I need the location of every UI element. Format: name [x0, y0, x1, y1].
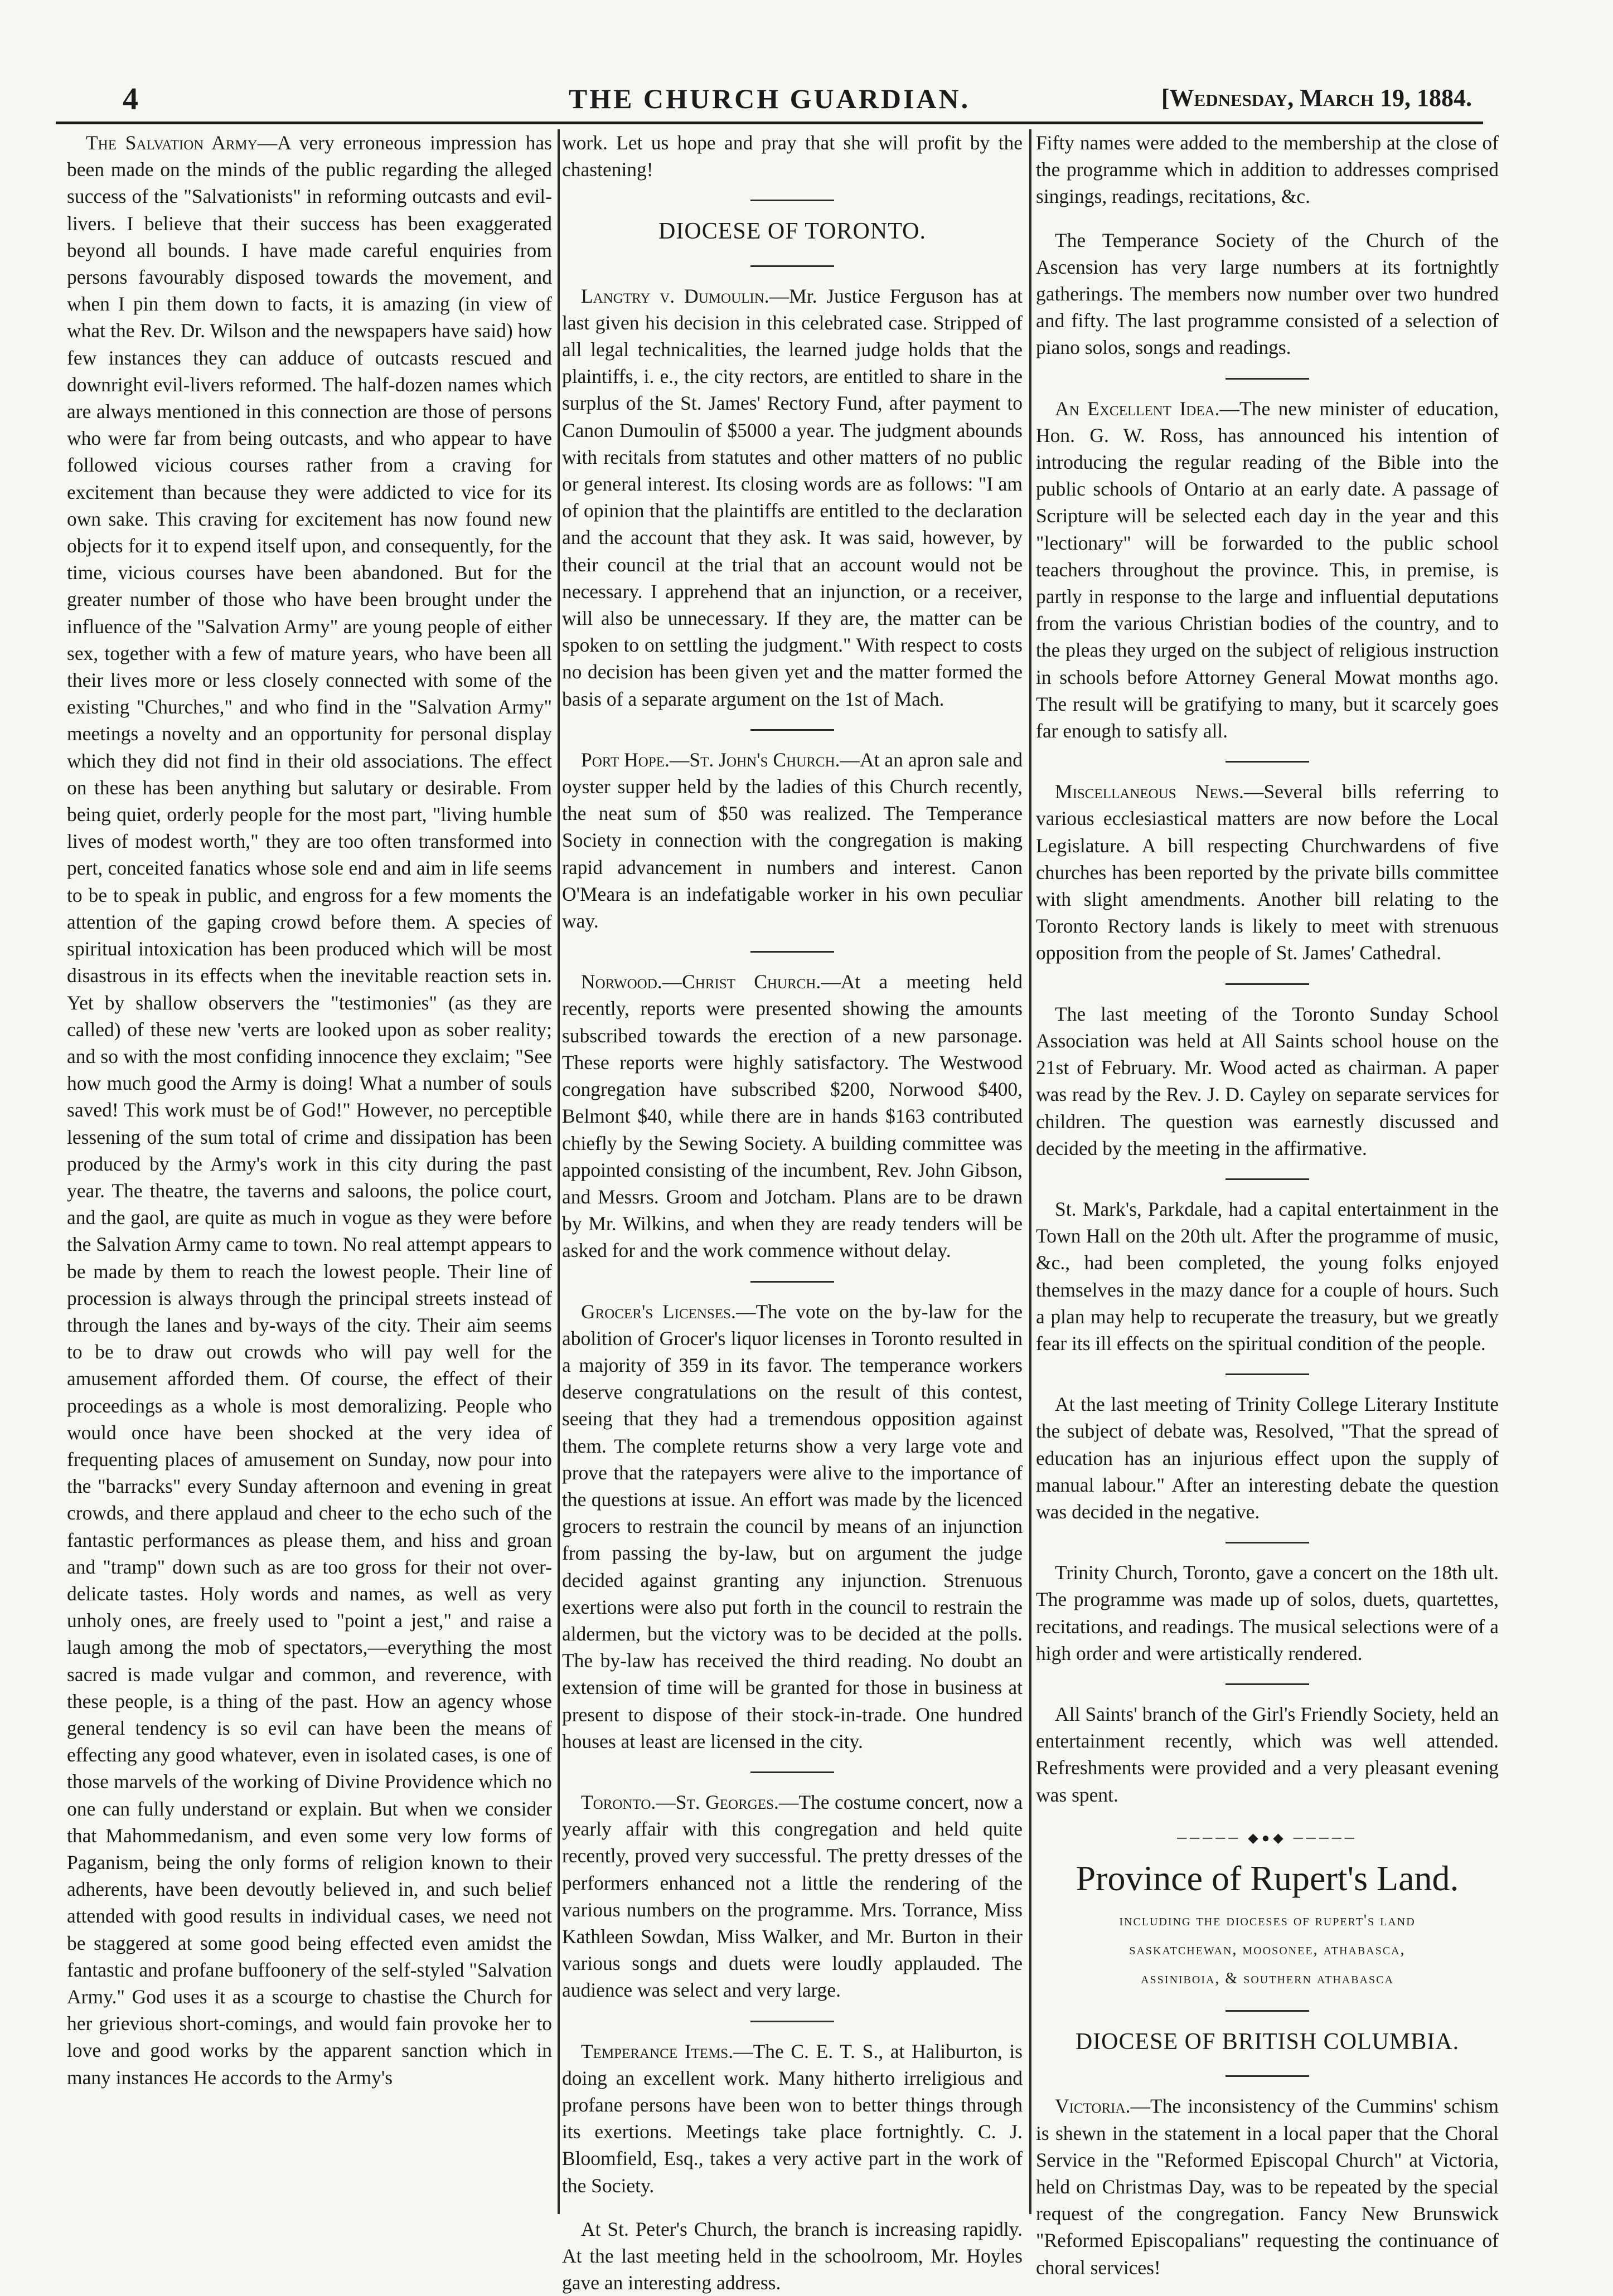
ornament-divider: ───── ◆●◆ ───── — [1177, 1831, 1358, 1846]
article-langtry — [562, 283, 1023, 712]
article-body: —At an apron sale and oyster supper held by the ladies of this Church recently, the neat sum of $50 was realized. The Temperance Society in connection with the congregation is making rapid advancement in numbers and interest. Canon O'Meara is an indefatigable worker in his own peculiar way. — [562, 748, 1023, 933]
subheading-line: assiniboia, & southern athabasca — [1141, 1970, 1394, 1988]
article-st-georges — [562, 1789, 1023, 2004]
article-sunday-school: The last meeting of the Toronto Sunday School Association was held at All Saints school house on the 21st of February. Mr. Wood acted as chairman. A paper was read by the Rev. J. D. Cayley on separate services for children. The question was earnestly discussed and decided by the meeting in the affirmative. — [1036, 1002, 1499, 1159]
article-body: —The inconsistency of the Cummins' schism is shewn in the statement in a local paper that the Choral Service in the "Reformed Episcopal Church" at Victoria, held on Christmas Day, was to be repeated by the special request of the congregation. Fancy New Brunswick "Reformed Episcopalians" requesting the continuance of choral services! — [1036, 2095, 1499, 2279]
article-continuation: work. Let us hope and pray that she will profit by the chastening! — [562, 132, 1023, 181]
column-2 — [562, 129, 1023, 2294]
section-rule — [750, 200, 834, 201]
article-title: Temperance Items. — [581, 2040, 734, 2062]
article-temperance-items — [562, 2038, 1023, 2199]
article-rule — [1226, 1683, 1309, 1685]
article-body: —The costume concert, now a yearly affair with this congregation and held quite recently, proved very successful. The pretty dresses of the performers enhanced not a little the rendering of the various numbers on the programme. Mrs. Torrance, Miss Kathleen Sowdan, Miss Walker, and Mr. Burton in their various songs and duets were loudly applauded. The audience was select and very large. — [562, 1790, 1023, 2002]
article-body: —The vote on the by-law for the abolition of Grocer's liquor licenses in Toronto resulted in a majority of 359 in its favor. The temperance workers deserve congratulations on the result of this contest, seeing that they had a tremendous opposition against them. The complete returns show a very large vote and prove that the ratepayers were alive to the importance of the questions at issue. An effort was made by the licenced grocers to restrain the council by means of an injunction from passing the by-law, but on argument the judge decided against granting any injunction. Strenuous exertions were also put forth in the council to restrain the aldermen, but the victory was to be decided at the polls. The by-law has received the third reading. No doubt an extension of time will be granted for those in business at present to dispose of their stock-in-trade. One hundred houses at least are licensed in the city. — [562, 1300, 1023, 1753]
article-title: An Excellent Idea. — [1055, 397, 1220, 420]
article-title: Miscellaneous News. — [1055, 780, 1244, 803]
article-rule — [1226, 1542, 1309, 1543]
article-trinity-church: Trinity Church, Toronto, gave a concert on the 18th ult. The programme was made up of solos, duets, quartettes, recitations, and readings. The musical selections were of a high order and were artistically rendered. — [1036, 1561, 1499, 1664]
column-divider — [558, 129, 560, 2214]
page-number: 4 — [123, 82, 138, 117]
province-heading: Province of Rupert's Land. — [1076, 1858, 1459, 1898]
article-rule — [1226, 983, 1309, 985]
section-rule — [750, 265, 834, 267]
article-title: The Salvation Army — [86, 132, 258, 154]
article-body: —At a meeting held recently, reports were presented showing the amounts subscribed towards the erection of a new parsonage. These reports were highly satisfactory. The Westwood congregation have subscribed $200, Norwood $400, Belmont $40, while there are in hands $163 contributed chiefly by the Sewing Society. A building committee was appointed consisting of the incumbent, Rev. John Gibson, and Messrs. Groom and Jotcham. Plans are to be drawn by Mr. Wilkins, and when they are ready tenders will be asked for and the work commence without delay. — [562, 970, 1023, 1262]
article-port-hope — [562, 746, 1023, 934]
column-divider — [1029, 129, 1031, 2214]
article-title: Grocer's Licenses. — [581, 1300, 736, 1323]
article-rule — [1226, 761, 1309, 763]
article-continuation: Fifty names were added to the membership at the close of the programme which in addition to addresses comprised singings, readings, recitations, &c. — [1036, 132, 1499, 208]
article-ascension: The Temperance Society of the Church of the Ascension has very large numbers at its fortnightly gatherings. The members now number over two hundred and fifty. The last programme consisted of a selection of piano solos, songs and readings. — [1036, 229, 1499, 359]
article-title: Norwood.—Christ Church. — [581, 970, 821, 993]
article-rule — [750, 1281, 834, 1283]
article-title: Victoria. — [1055, 2095, 1131, 2118]
article-rule — [1226, 378, 1309, 380]
article-st-peters: At St. Peter's Church, the branch is increasing rapidly. At the last meeting held in the schoolroom, Mr. Hoyles gave an interesting address. — [562, 2217, 1023, 2294]
section-heading: DIOCESE OF BRITISH COLUMBIA. — [1075, 2029, 1460, 2055]
page-header — [56, 78, 1483, 124]
column-3 — [1036, 129, 1499, 2279]
section-heading: DIOCESE OF TORONTO. — [658, 219, 926, 245]
column-1 — [67, 129, 552, 2214]
subheading-line: including the dioceses of rupert's land — [1119, 1912, 1416, 1930]
article-salvation-army — [67, 129, 552, 2091]
article-title: Port Hope.—St. John's Church. — [581, 748, 840, 771]
article-rule — [750, 951, 834, 953]
article-body: —The new minister of education, Hon. G. W. Ross, has announced his intention of introducing the regular reading of the Bible into the public schools of Ontario at an early date. A passage of Scripture will be selected each day in the year and this "lectionary" will be forwarded to the public school teachers throughout the province. This, in premise, is partly in response to the large and influential deputations from the various Christian bodies of the country, and to the pleas they urged on the subject of religious instruction in schools before Attorney General Mowat months ago. The result will be gratifying to many, but it scarcely goes far enough to satisfy all. — [1036, 397, 1499, 742]
article-norwood — [562, 968, 1023, 1264]
article-rule — [1226, 1178, 1309, 1180]
article-grocers-licenses — [562, 1298, 1023, 1755]
article-body: —A very erroneous impression has been made on the minds of the public regarding the alleged success of the "Salvationists" in reforming outcasts and evil-livers. I believe that their success has been exaggerated beyond all bounds. I have made careful enquiries from persons favourably disposed towards the movement, and when I pin them down to facts, it is amazing (in view of what the Rev. Dr. Wilson and the newspapers have said) how few instances they can adduce of outcasts rescued and downright evil-livers reformed. The half-dozen names which are always mentioned in this connection are those of persons who were far from being outcasts, and who appear to have followed vicious courses rather from a craving for excitement than because they were addicted to vice for its own sake. This craving for excitement has now found new objects for it to expend itself upon, and consequently, for the time, vicious courses have been abandoned. But for the greater number of those who have been brought under the influence of the "Salvation Army" are young people of either sex, together with a few of mature years, who have been all their lives more or less closely connected with some of the existing "Churches," and who find in the "Salvation Army" meetings a novelty and an opportunity for personal display which they did not find in their old associations. The effect on these has been anything but salutary or desirable. From being quiet, orderly people for the most part, "living humble lives of modest worth," they are too often transformed into pert, conceited fanatics whose sole end and aim in life seems to be to speak in public, and engross for a few moments the attention of the gaping crowd before them. A species of spiritual intoxication has been produced which will be most disastrous in its effects when the inevitable reaction sets in. Yet by shallow observers the "testimonies" (as they are called) of these new 'verts are looked upon as sober reality; and so with the most confiding innocence they exclaim; "See how much good the Army is doing! What a number of souls saved! This work must be of God!" However, no perceptible lessening of the sum total of crime and dissipation has been produced by the Army's work in this city during the past year. The theatre, the taverns and saloons, the police court, and the gaol, are quite as much in vogue as they were before the Salvation Army came to town. No real attempt appears to be made by them to reach the lowest people. Their line of procession is always through the principal streets instead of through the lanes and by-ways of the city. Their aim seems to be to draw out crowds who will pay well for the amusement afforded them. Of course, the effect of their proceedings as a whole is most demoralizing. People who would once have been shocked at the very idea of frequenting places of amusement on Sunday, now pour into the "barracks" every Sunday afternoon and evening in great crowds, and there applaud and cheer to the echo such of the fantastic performances as please them, and hiss and groan and "tramp" down such as are too gross for their not over-delicate tastes. Holy words and names, as well as very unholy ones, are freely used to "point a jest," and raise a laugh among the mob of spectators,—everything the most sacred is made vulgar and common, and reverence, with these people, is a thing of the past. How an agency whose general tendency is so evil can have been the means of effecting any good whatever, even in isolated cases, is one of those marvels of the working of Divine Providence which no one can fully understand or explain. But when we consider that Mahommedanism, and even some very low forms of Paganism, being the only forms of religion known to their adherents, have been devoutly believed in, and such belief attended with good results in individual cases, we need not be staggered at some good being effected even amidst the fantastic and profane buffoonery of the self-styled "Salvation Army." God uses it as a scourge to chastise the Church for her grievious short-comings, and would fain provoke her to love and good works by the apparent sanction which in many instances He accords to the Army's — [67, 132, 552, 2089]
article-miscellaneous-news — [1036, 778, 1499, 966]
subheading-line: saskatchewan, moosonee, athabasca, — [1129, 1941, 1406, 1959]
article-title: Langtry v. Dumoulin. — [581, 284, 769, 307]
article-body: —The C. E. T. S., at Haliburton, is doing an excellent work. Many hitherto irreligious and profane persons have been won to better things through its exertions. Meetings take place fortnightly. C. J. Bloomfield, Esq., takes a very active part in the work of the Society. — [562, 2040, 1023, 2197]
article-st-marks: St. Mark's, Parkdale, had a capital entertainment in the Town Hall on the 20th ult. After the programme of music, &c., had been completed, the young folks enjoyed themselves in the mazy dance for a couple of hours. Such a plan may help to recuperate the treasury, but we greatly fear its ill effects on the spiritual condition of the people. — [1036, 1197, 1499, 1355]
article-trinity-college: At the last meeting of Trinity College Literary Institute the subject of debate was, Resolved, "That the spread of education has an injurious effect upon the supply of manual labour." After an interesting debate the question was decided in the negative. — [1036, 1393, 1499, 1523]
article-victoria — [1036, 2093, 1499, 2280]
article-all-saints: All Saints' branch of the Girl's Friendly Society, held an entertainment recently, which was well attended. Refreshments were provided and a very pleasant evening was spent. — [1036, 1702, 1499, 1806]
article-body: —Mr. Justice Ferguson has at last given his decision in this celebrated case. Stripped of all legal technicalities, the learned judge holds that the plaintiffs, i. e., the city rectors, are entitled to share in the surplus of the St. James' Rectory Fund, after payment to Canon Dumoulin of $5000 a year. The judgment abounds with recitals from statutes and other matters of no public or general interest. Its closing words are as follows: "I am of opinion that the plaintiffs are entitled to the declaration and the account that they ask. It was said, however, by their council at the trial that an account would not be necessary. I apprehend that an injunction, or a receiver, will also be unnecessary. If they are, the matter can be spoken to on settling the judgment." With respect to costs no decision has been given yet and the matter formed the basis of a separate argument on the 1st of Mach. — [562, 284, 1023, 710]
article-rule — [750, 2021, 834, 2022]
article-rule — [750, 729, 834, 731]
article-rule — [750, 1771, 834, 1773]
article-title: Toronto.—St. Georges. — [581, 1790, 779, 1813]
issue-date: [Wednesday, March 19, 1884. — [1161, 84, 1472, 111]
article-excellent-idea — [1036, 395, 1499, 745]
masthead-title: THE CHURCH GUARDIAN. — [568, 83, 971, 114]
section-rule — [1226, 2010, 1309, 2012]
province-subheading — [1036, 1906, 1499, 1993]
section-rule — [1226, 2075, 1309, 2077]
article-rule — [1226, 1373, 1309, 1375]
article-body: —Several bills referring to various ecclesiastical matters are now before the Local Legislature. A bill respecting Churchwardens of five churches has been reported by the private bills committee with slight amendments. Another bill relating to the Toronto Rectory lands is likely to meet with strenuous opposition from the people of St. James' Cathedral. — [1036, 780, 1499, 964]
